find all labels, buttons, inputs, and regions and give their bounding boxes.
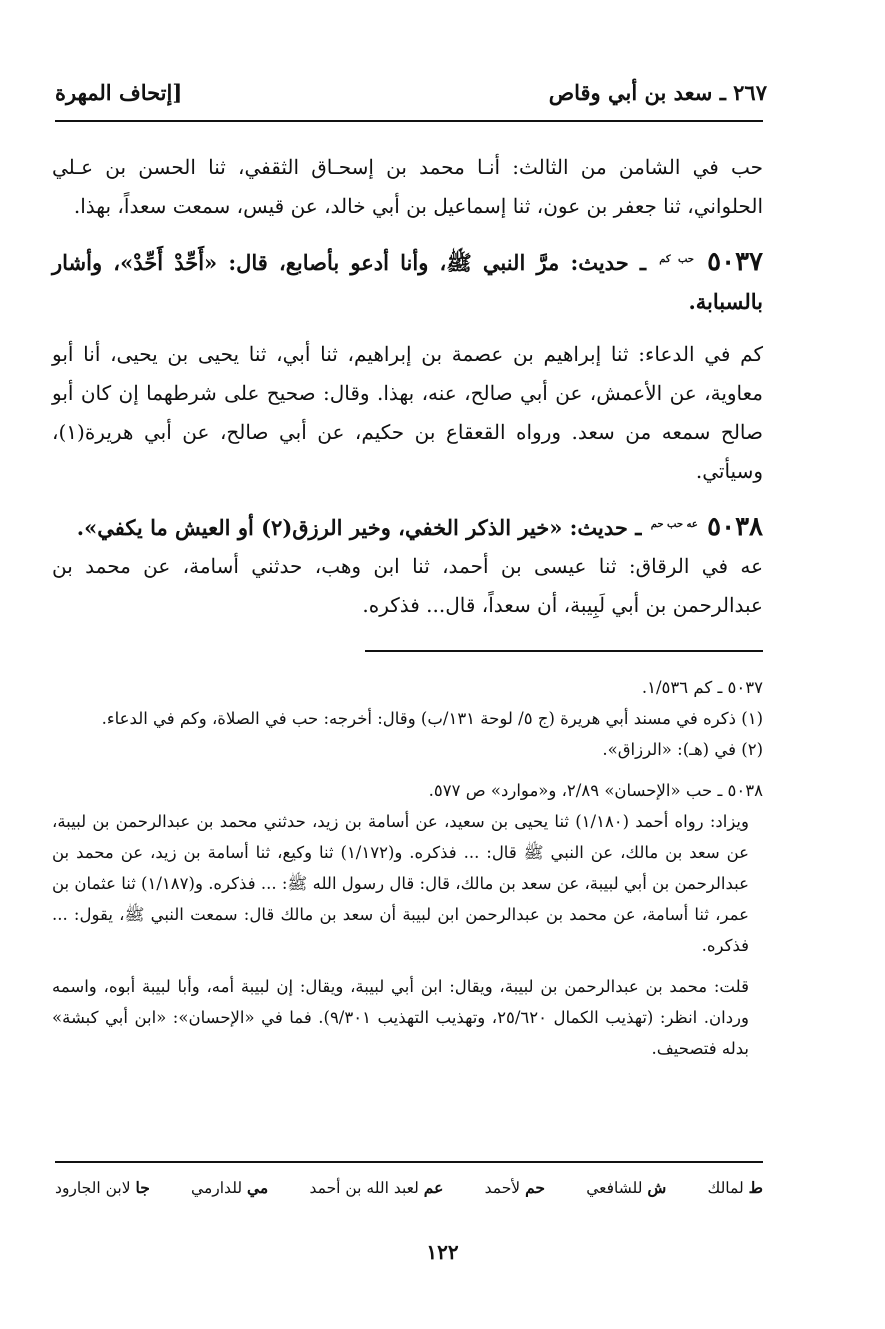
header-rule	[55, 120, 763, 122]
paragraph-hakim-chain: كم في الدعاء: ثنا إبراهيم بن عصمة بن إبراهيم، ثنا أبي، ثنا يحيى بن يحيى، أنا أبو معاوية، عن الأعمش، عن أبي صالح، عنه، بهذا. وقال: صحيح على شرطهما إن كان أبو صالح سمعه من سعد. ورواه القعقاع بن حكيم، عن أبي صالح، عن أبي هريرة(١)، وسيأتي.	[52, 342, 763, 483]
note-5038-ref: ٥٠٣٨ ـ حب «الإحسان» ٢/٨٩، و«موارد» ص ٥٧٧.	[428, 781, 763, 800]
note-comment: قلت: محمد بن عبدالرحمن بن لبيبة، ويقال: ابن أبي لبيبة، ويقال: إن لبيبة أمه، وأبا لبيبة أبوه، واسمه وردان. انظر: (تهذيب الكمال ٢٥/٦٢٠، وتهذيب التهذيب ٩/٣٠١). فما في «الإحسان»: «ابن أبي كبشة» بدله فتصحيف.	[52, 977, 749, 1058]
paragraph-hibban-chain: حب في الشامن من الثالث: أنـا محمد بن إسحـاق الثقفي، ثنا الحسن بن عـلي الحلواني، ثنا جعفر بن عون، ثنا إسماعيل بن أبي خالد، عن قيس، سمعت سعداً، بهذا.	[52, 155, 764, 218]
page-number: ١٢٢	[426, 1240, 459, 1264]
footnote-1: (١) ذكره في مسند أبي هريرة (ج ٥/ لوحة ١٣١/ب) وقال: أخرجه: حب في الصلاة، وكم في الدعاء.	[101, 709, 763, 728]
header-chapter-title: ٢٦٧ ـ سعد بن أبي وقاص	[548, 79, 767, 105]
siglum-item: جا لابن الجارود	[55, 1178, 150, 1197]
siglum-item: عم لعبد الله بن أحمد	[309, 1178, 444, 1197]
entry-text: ـ حديث: مرَّ النبي ﷺ، وأنا أدعو بأصابع، قال: «أَحِّدْ أَحِّدْ»، وأشار بالسبابة.	[52, 250, 763, 314]
sigla-legend	[55, 1178, 763, 1197]
running-header	[55, 72, 767, 112]
siglum-item: حم لأحمد	[484, 1178, 545, 1197]
header-book-title: [إتحاف المهرة	[55, 79, 183, 105]
entry-number: ٥٠٣٨	[707, 512, 763, 542]
siglum-item: ط لمالك	[707, 1178, 763, 1197]
footnotes	[52, 672, 763, 1064]
entry-siglum: حب كم	[659, 254, 694, 265]
sigla-rule	[55, 1161, 763, 1163]
main-text	[52, 148, 763, 625]
note-additions: ويزاد: رواه أحمد (١/١٨٠) ثنا يحيى بن سعيد، عن أسامة بن زيد، حدثني محمد بن عبدالرحمن بن لبيبة، عن سعد بن مالك، عن النبي ﷺ قال: ... فذكره. و(١/١٧٢) ثنا وكيع، ثنا أسامة بن زيد، عن محمد بن عبدالرحمن بن أبي لبيبة، عن سعد بن مالك، قال: قال رسول الله ﷺ: ... فذكره. و(١/١٨٧) ثنا عثمان بن عمر، ثنا أسامة، عن محمد بن عبدالرحمن ابن لبيبة أن سعد بن مالك قال: سمعت النبي ﷺ، يقول: ... فذكره.	[52, 812, 749, 955]
note-5037-ref: ٥٠٣٧ ـ كم ١/٥٣٦.	[641, 678, 763, 697]
entry-siglum: عه حب حم	[650, 519, 698, 530]
entry-text: ـ حديث: «خير الذكر الخفي، وخير الرزق(٢) أو العيش ما يكفي».	[76, 515, 642, 540]
hadith-entry-5038	[52, 505, 763, 547]
footnote-rule	[365, 650, 763, 652]
siglum-item: ش للشافعي	[586, 1178, 667, 1197]
hadith-entry-5037	[52, 240, 763, 321]
siglum-item: مي للدارمي	[191, 1178, 269, 1197]
entry-number: ٥٠٣٧	[707, 247, 764, 277]
footnote-2: (٢) في (هـ): «الرزاق».	[602, 740, 763, 759]
paragraph-awana-chain: عه في الرقاق: ثنا عيسى بن أحمد، ثنا ابن وهب، حدثني أسامة، عن محمد بن عبدالرحمن بن أبي لَبِيبة، أن سعداً، قال... فذكره.	[52, 554, 763, 617]
